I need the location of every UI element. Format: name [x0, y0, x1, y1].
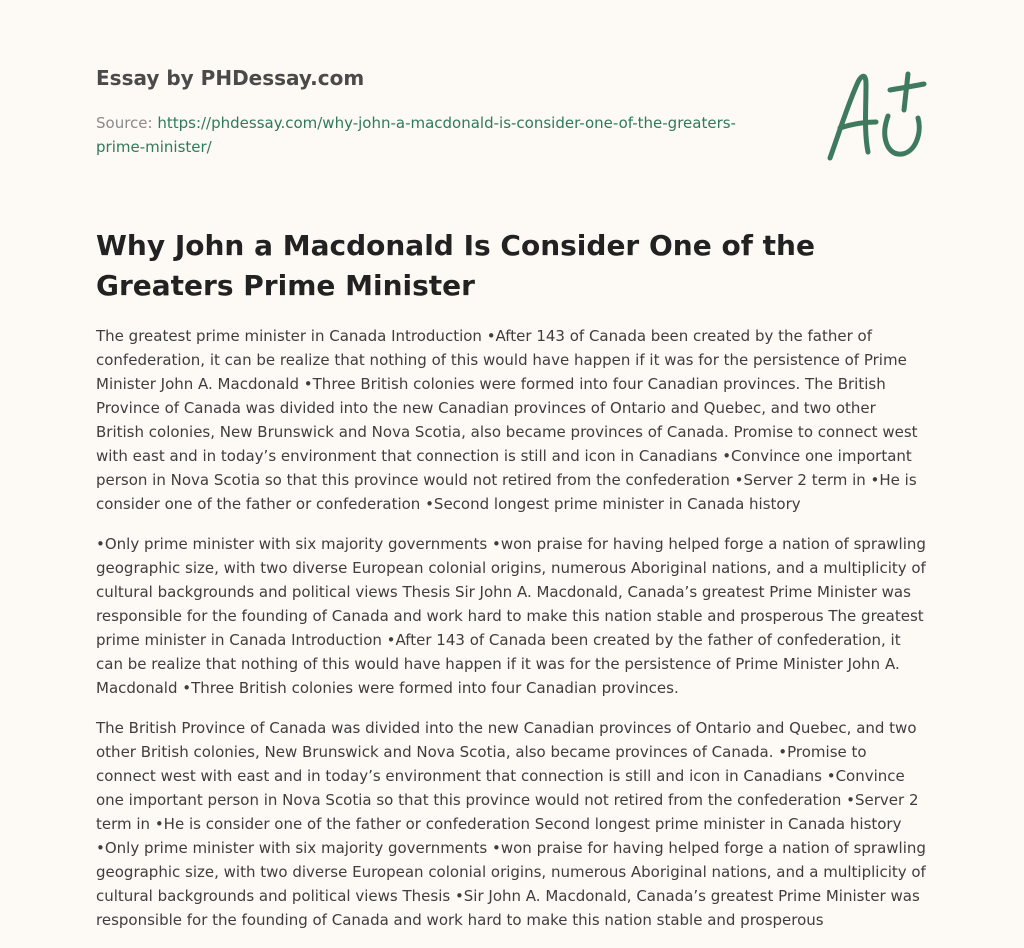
article-paragraph: The British Province of Canada was divided into the new Canadian provinces of Ontario and Quebec, and two other British colonies, New Brunswick and Nova Scotia, also became provinces of Canada. •Promise to connect west with east and in today’s environment that connection is still and icon in Canadians •Convince one important person in Nova Scotia so that this province would not retired from the confederation •Server 2 term in •He is consider one of the father or confederation Second longest prime minister in Canada history •Only prime minister with six majority governments •won praise for having helped forge a nation of sprawling geographic size, with two diverse European colonial origins, numerous Aboriginal nations, and a multiplicity of cultural backgrounds and political views Thesis •Sir John A. Macdonald, Canada’s greatest Prime Minister was responsible for the founding of Canada and work hard to make this nation stable and prosperous: [96, 719, 926, 929]
article-paragraph: •Only prime minister with six majority governments •won praise for having helped forge a nation of sprawling geographic size, with two diverse European colonial origins, numerous Aboriginal nations, and a multiplicity of cultural backgrounds and political views Thesis Sir John A. Macdonald, Canada’s greatest Prime Minister was responsible for the founding of Canada and work hard to make this nation stable and prosperous The greatest prime minister in Canada Introduction •After 143 of Canada been created by the father of confederation, it can be realize that nothing of this would have happen if it was for the persistence of Prime Minister John A. Macdonald •Three British colonies were formed into four Canadian provinces.: [96, 535, 926, 697]
a-plus-grade-icon: [818, 66, 930, 166]
site-brand: Essay by PHDessay.com: [96, 66, 365, 90]
article-paragraph: The greatest prime minister in Canada Introduction •After 143 of Canada been created by the father of confederation, it can be realize that nothing of this would have happen if it was for the persistence of Prime Minister John A. Macdonald •Three British colonies were formed into four Canadian provinces. The British Province of Canada was divided into the new Canadian provinces of Ontario and Quebec, and two other British colonies, New Brunswick and Nova Scotia, also became provinces of Canada. Promise to connect west with east and in today’s environment that connection is still and icon in Canadians •Convince one important person in Nova Scotia so that this province would not retired from the confederation •Server 2 term in •He is consider one of the father or confederation •Second longest prime minister in Canada history: [96, 327, 918, 513]
source-line: [96, 111, 756, 159]
article-body: [96, 324, 928, 948]
source-label: Source:: [96, 114, 158, 132]
source-link[interactable]: https://phdessay.com/why-john-a-macdonald-is-consider-one-of-the-greaters-prime-minister/: [96, 114, 736, 156]
article-title: Why John a Macdonald Is Consider One of the Greaters Prime Minister: [96, 229, 815, 302]
